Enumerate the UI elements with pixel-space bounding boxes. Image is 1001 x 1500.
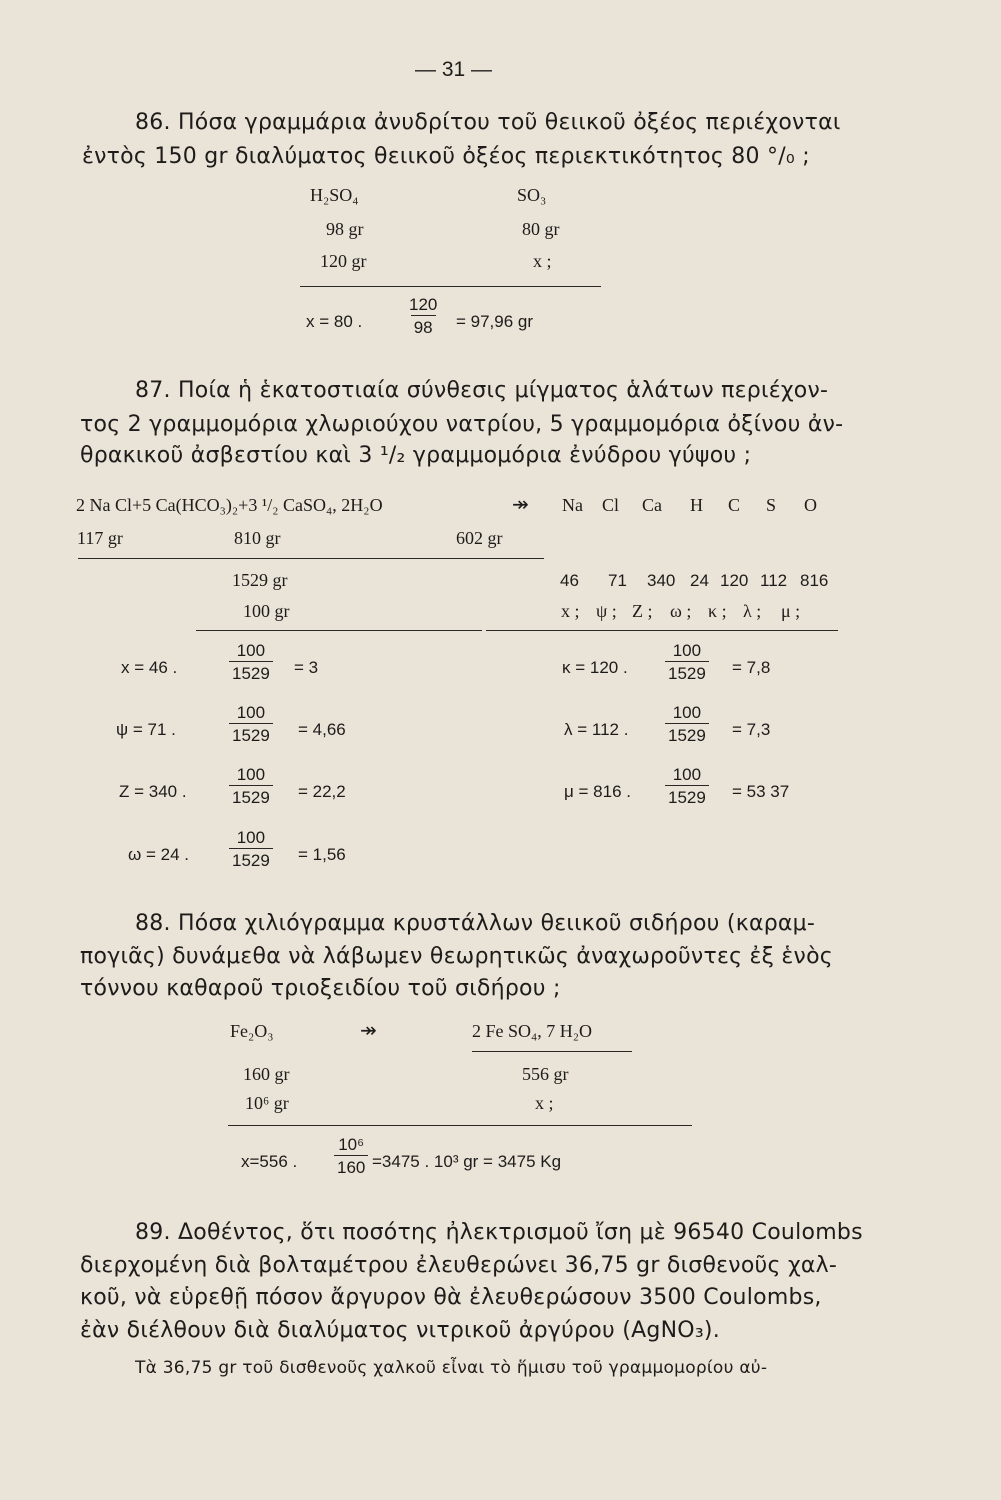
calc-mu-lhs: μ = 816 .: [564, 782, 631, 801]
calc-omega-fraction: [229, 829, 273, 869]
frac-num: 100: [672, 641, 702, 660]
p86-fraction: [406, 296, 440, 336]
reaction-equation: 2 Na Cl+5 Ca(HCO₃)₂+3 ¹/₂ CaSO₄, 2H₂O: [76, 495, 383, 515]
calc-psi-lhs: ψ = 71 .: [116, 720, 176, 739]
frac-num: 100: [672, 765, 702, 784]
frac-num: 100: [236, 828, 266, 847]
unknown-lambda: λ ;: [743, 601, 762, 621]
element-h: H: [690, 495, 703, 515]
unknown-psi: ψ ;: [596, 601, 617, 621]
value-c: 120: [720, 571, 749, 590]
problem-86-line-2: ἐντὸς 150 gr διαλύματος θειικοῦ ὀξέος περιεκτικότητος 80 °/₀ ;: [82, 144, 810, 169]
p86-row1-b: 80 gr: [522, 219, 560, 239]
element-na: Na: [562, 495, 583, 515]
problem-89-line-2: διερχομένη διὰ βολταμέτρου ἐλευθερώνει 36,75 gr δισθενοῦς χαλ-: [80, 1253, 838, 1278]
mass-caso4: 602 gr: [456, 528, 503, 548]
value-cl: 71: [608, 571, 627, 590]
p88-frac-den: 160: [334, 1155, 368, 1176]
p88-row2-b: x ;: [535, 1093, 554, 1113]
calc-kappa-fraction: [665, 642, 709, 682]
p86-row1-a: 98 gr: [326, 219, 364, 239]
calc-kappa-result: = 7,8: [732, 658, 771, 677]
p88-row1-a: 160 gr: [243, 1064, 290, 1084]
frac-den: 1529: [229, 661, 273, 682]
calc-lambda-fraction: [665, 704, 709, 744]
unknown-z: Z ;: [632, 601, 653, 621]
page-number: — 31 —: [415, 58, 493, 81]
frac-den: 1529: [229, 785, 273, 806]
value-h: 24: [690, 571, 709, 590]
hundred-gr: 100 gr: [243, 601, 290, 621]
unknown-omega: ω ;: [670, 601, 692, 621]
calc-z-result: = 22,2: [298, 782, 346, 801]
p88-rule-2: [228, 1125, 692, 1126]
problem-88-line-1: 88. Πόσα χιλιόγραμμα κρυστάλλων θειικοῦ σιδήρου (καραμ-: [135, 911, 816, 936]
frac-num: 100: [236, 703, 266, 722]
p88-eq-left: x=556 .: [241, 1152, 298, 1171]
problem-89-line-3: κοῦ, νὰ εὑρεθῇ πόσον ἄργυρον θὰ ἐλευθερώσουν 3500 Coulombs,: [80, 1285, 822, 1310]
unknown-x: x ;: [561, 601, 580, 621]
element-cl: Cl: [602, 495, 620, 515]
calc-mu-fraction: [665, 766, 709, 806]
p86-row2-b: x ;: [533, 251, 552, 271]
p88-fraction: [334, 1136, 368, 1176]
total-mass: 1529 gr: [232, 570, 288, 590]
calc-psi-result: = 4,66: [298, 720, 346, 739]
p86-frac-num: 120: [409, 295, 438, 314]
calc-kappa-lhs: κ = 120 .: [562, 658, 628, 677]
calc-z-lhs: Z = 340 .: [119, 782, 187, 801]
mass-nacl: 117 gr: [77, 528, 123, 548]
p88-rule-1: [472, 1051, 632, 1052]
unknown-kappa: κ ;: [708, 601, 727, 621]
calc-x-fraction: [229, 642, 273, 682]
calc-mu-result: = 53 37: [732, 782, 790, 801]
value-s: 112: [760, 571, 788, 590]
frac-den: 1529: [665, 723, 709, 744]
p88-frac-num: 10⁶: [338, 1135, 365, 1154]
problem-88-line-2: πογιᾶς) δυνάμεθα νὰ λάβωμεν θεωρητικῶς ἀναχωροῦντες ἐξ ἑνὸς: [80, 944, 833, 969]
p87-rule-3: [486, 630, 838, 631]
problem-88-line-3: τόννου καθαροῦ τριοξειδίου τοῦ σιδήρου ;: [80, 976, 561, 1001]
problem-87-line-3: θρακικοῦ ἀσβεστίου καὶ 3 ¹/₂ γραμμομόρια ἐνύδρου γύψου ;: [80, 443, 752, 468]
p88-eq-result: =3475 . 10³ gr = 3475 Kg: [372, 1152, 562, 1171]
element-c: C: [728, 495, 741, 515]
frac-den: 1529: [229, 723, 273, 744]
p87-rule-1: [78, 558, 544, 559]
so3-header: SO₃: [517, 185, 547, 205]
problem-87-line-2: τος 2 γραμμομόρια χλωριούχου νατρίου, 5 γραμμομόρια ὀξίνου ἀν-: [80, 412, 844, 437]
problem-87-line-1: 87. Ποία ἡ ἑκατοστιαία σύνθεσις μίγματος ἁλάτων περιέχον-: [135, 378, 829, 403]
frac-den: 1529: [229, 848, 273, 869]
calc-omega-result: = 1,56: [298, 845, 346, 864]
feso4-header: 2 Fe SO₄, 7 H₂O: [472, 1021, 593, 1041]
p86-row2-a: 120 gr: [320, 251, 367, 271]
frac-num: 100: [236, 765, 266, 784]
value-o: 816: [800, 571, 829, 590]
frac-num: 100: [672, 703, 702, 722]
calc-lambda-result: = 7,3: [732, 720, 771, 739]
problem-89-note: Τὰ 36,75 gr τοῦ δισθενοῦς χαλκοῦ εἶναι τὸ ἥμισυ τοῦ γραμμομορίου αὐ-: [135, 1358, 768, 1378]
fe2o3-header: Fe₂O₃: [230, 1021, 274, 1041]
frac-num: 100: [236, 641, 266, 660]
calc-z-fraction: [229, 766, 273, 806]
problem-89-line-1: 89. Δοθέντος, ὅτι ποσότης ἠλεκτρισμοῦ ἴση μὲ 96540 Coulombs: [135, 1220, 863, 1245]
unknown-mu: μ ;: [781, 601, 801, 621]
p87-rule-2: [196, 630, 482, 631]
value-ca: 340: [647, 571, 676, 590]
p88-row1-b: 556 gr: [522, 1064, 569, 1084]
p88-row2-a: 10⁶ gr: [245, 1093, 289, 1113]
mass-cahco3: 810 gr: [234, 528, 281, 548]
frac-den: 1529: [665, 785, 709, 806]
reaction-arrow-icon: ↠: [512, 494, 529, 516]
frac-den: 1529: [665, 661, 709, 682]
p88-arrow-icon: ↠: [360, 1020, 377, 1042]
value-na: 46: [560, 571, 579, 590]
p86-frac-den: 98: [411, 315, 436, 336]
calc-x-lhs: x = 46 .: [121, 658, 178, 677]
element-s: S: [766, 495, 777, 515]
calc-omega-lhs: ω = 24 .: [128, 845, 190, 864]
problem-89-line-4: ἐὰν διέλθουν διὰ διαλύματος νιτρικοῦ ἀργύρου (AgNO₃).: [80, 1318, 721, 1343]
calc-psi-fraction: [229, 704, 273, 744]
calc-lambda-lhs: λ = 112 .: [564, 720, 629, 739]
p86-eq-left: x = 80 .: [306, 312, 363, 331]
h2so4-header: H₂SO₄: [310, 185, 359, 205]
element-o: O: [804, 495, 817, 515]
p86-rule: [300, 286, 601, 287]
p86-eq-result: = 97,96 gr: [456, 312, 534, 331]
problem-86-line-1: 86. Πόσα γραμμάρια ἀνυδρίτου τοῦ θειικοῦ ὀξέος περιέχονται: [135, 110, 841, 135]
calc-x-result: = 3: [294, 658, 319, 677]
element-ca: Ca: [642, 495, 662, 515]
